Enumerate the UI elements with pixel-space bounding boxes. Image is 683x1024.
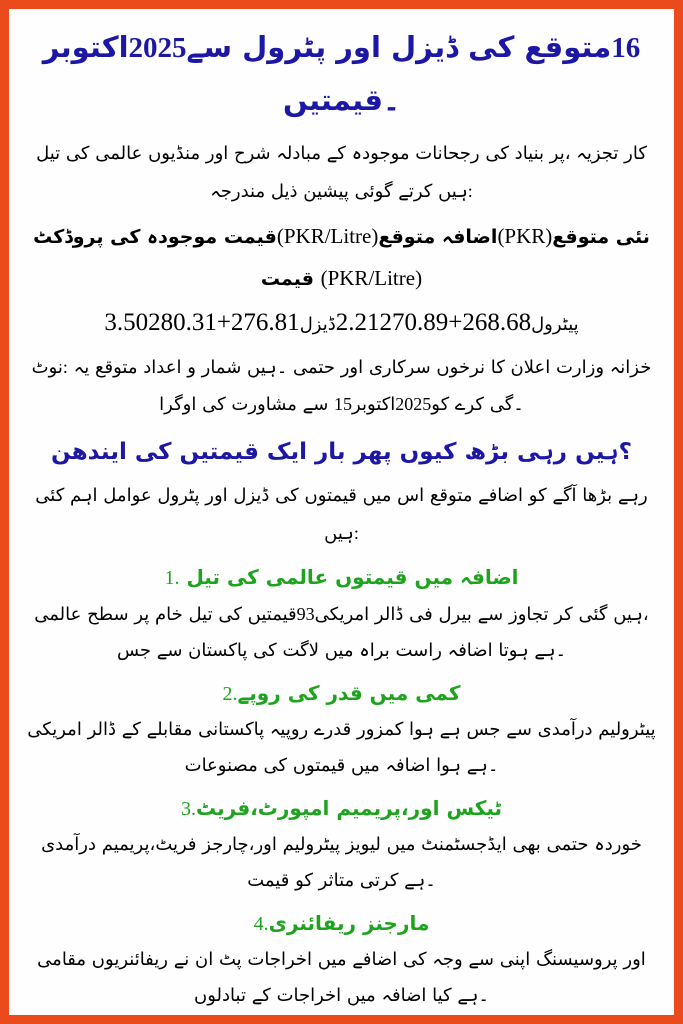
intro-paragraph: تیل کی عالمی منڈیوں اور شرح مبادلہ کے موجودہ رجحانات کی بنیاد پر، تجزیہ کار مندرجہ ذیل پیشین گوئی کرتے ہیں: bbox=[36, 143, 647, 203]
why-prices-rising-heading: ایندھن کی قیمتیں ایک بار پھر کیوں بڑھ رہی ہیں؟ bbox=[51, 438, 632, 465]
price-table-header: پروڈکٹ کی موجودہ قیمت(PKR/Litre)متوقع اضافہ(PKR)متوقع نئی قیمت (PKR/Litre) bbox=[33, 224, 650, 291]
section-3-heading: 3.فریٹ،امپورٹ پریمیم،اور ٹیکس bbox=[180, 796, 503, 821]
article-title: اکتوبر2025سے پٹرول اور ڈیزل کی متوقع16 قیمتیں۔ bbox=[42, 30, 641, 118]
section-1-body: عالمی سطح پر خام تیل کی قیمتیں93امریکی ڈالر فی بیرل سے تجاوز کر گئی ہیں، جس سے پاکستان کی لاگت میں براہ راست اضافہ ہوتا ہے۔ bbox=[34, 604, 649, 662]
section-1-heading: 1. تیل کی عالمی قیمتوں میں اضافہ bbox=[164, 565, 519, 590]
section-4-heading: 4.ریفائنری مارجنز bbox=[253, 911, 430, 936]
section-4-body: مقامی ریفائنریوں نے ان پٹ اخراجات میں اضافے کی وجہ سے اپنی پروسیسنگ اور تبادلوں کے اخراجات میں اضافہ کیا ہے۔ bbox=[37, 949, 646, 1007]
factors-intro-paragraph: کئی اہم عوامل پٹرول اور ڈیزل کی قیمتوں میں اس متوقع اضافے کو آگے بڑھا رہے ہیں: bbox=[35, 485, 648, 545]
note-paragraph: نوٹ: یہ متوقع اعداد و شمار ہیں۔ حتمی اور سرکاری نرخوں کا اعلان وزارت خزانہ اوگرا کی مشاورت سے 15اکتوبر2025کو کرے گی۔ bbox=[31, 356, 652, 415]
section-3-body: درآمدی پریمیم،فریٹ چارجز،اور پیٹرولیم لیویز میں ایڈجسٹمنٹ بھی حتمی خوردہ قیمت کو متاثر کرتی ہے۔ bbox=[41, 834, 642, 892]
price-values-line: 3.50280.31+276.81ڈیزل2.21270.89+268.68پیٹرول bbox=[104, 309, 579, 337]
section-2-body: امریکی ڈالر کے مقابلے پاکستانی روپیہ قدرے کمزور ہوا ہے جس سے درآمدی پیٹرولیم مصنوعات کی قیمتوں میں اضافہ ہوا ہے۔ bbox=[27, 719, 656, 777]
section-2-heading: 2.روپے کی قدر میں کمی bbox=[222, 681, 461, 706]
